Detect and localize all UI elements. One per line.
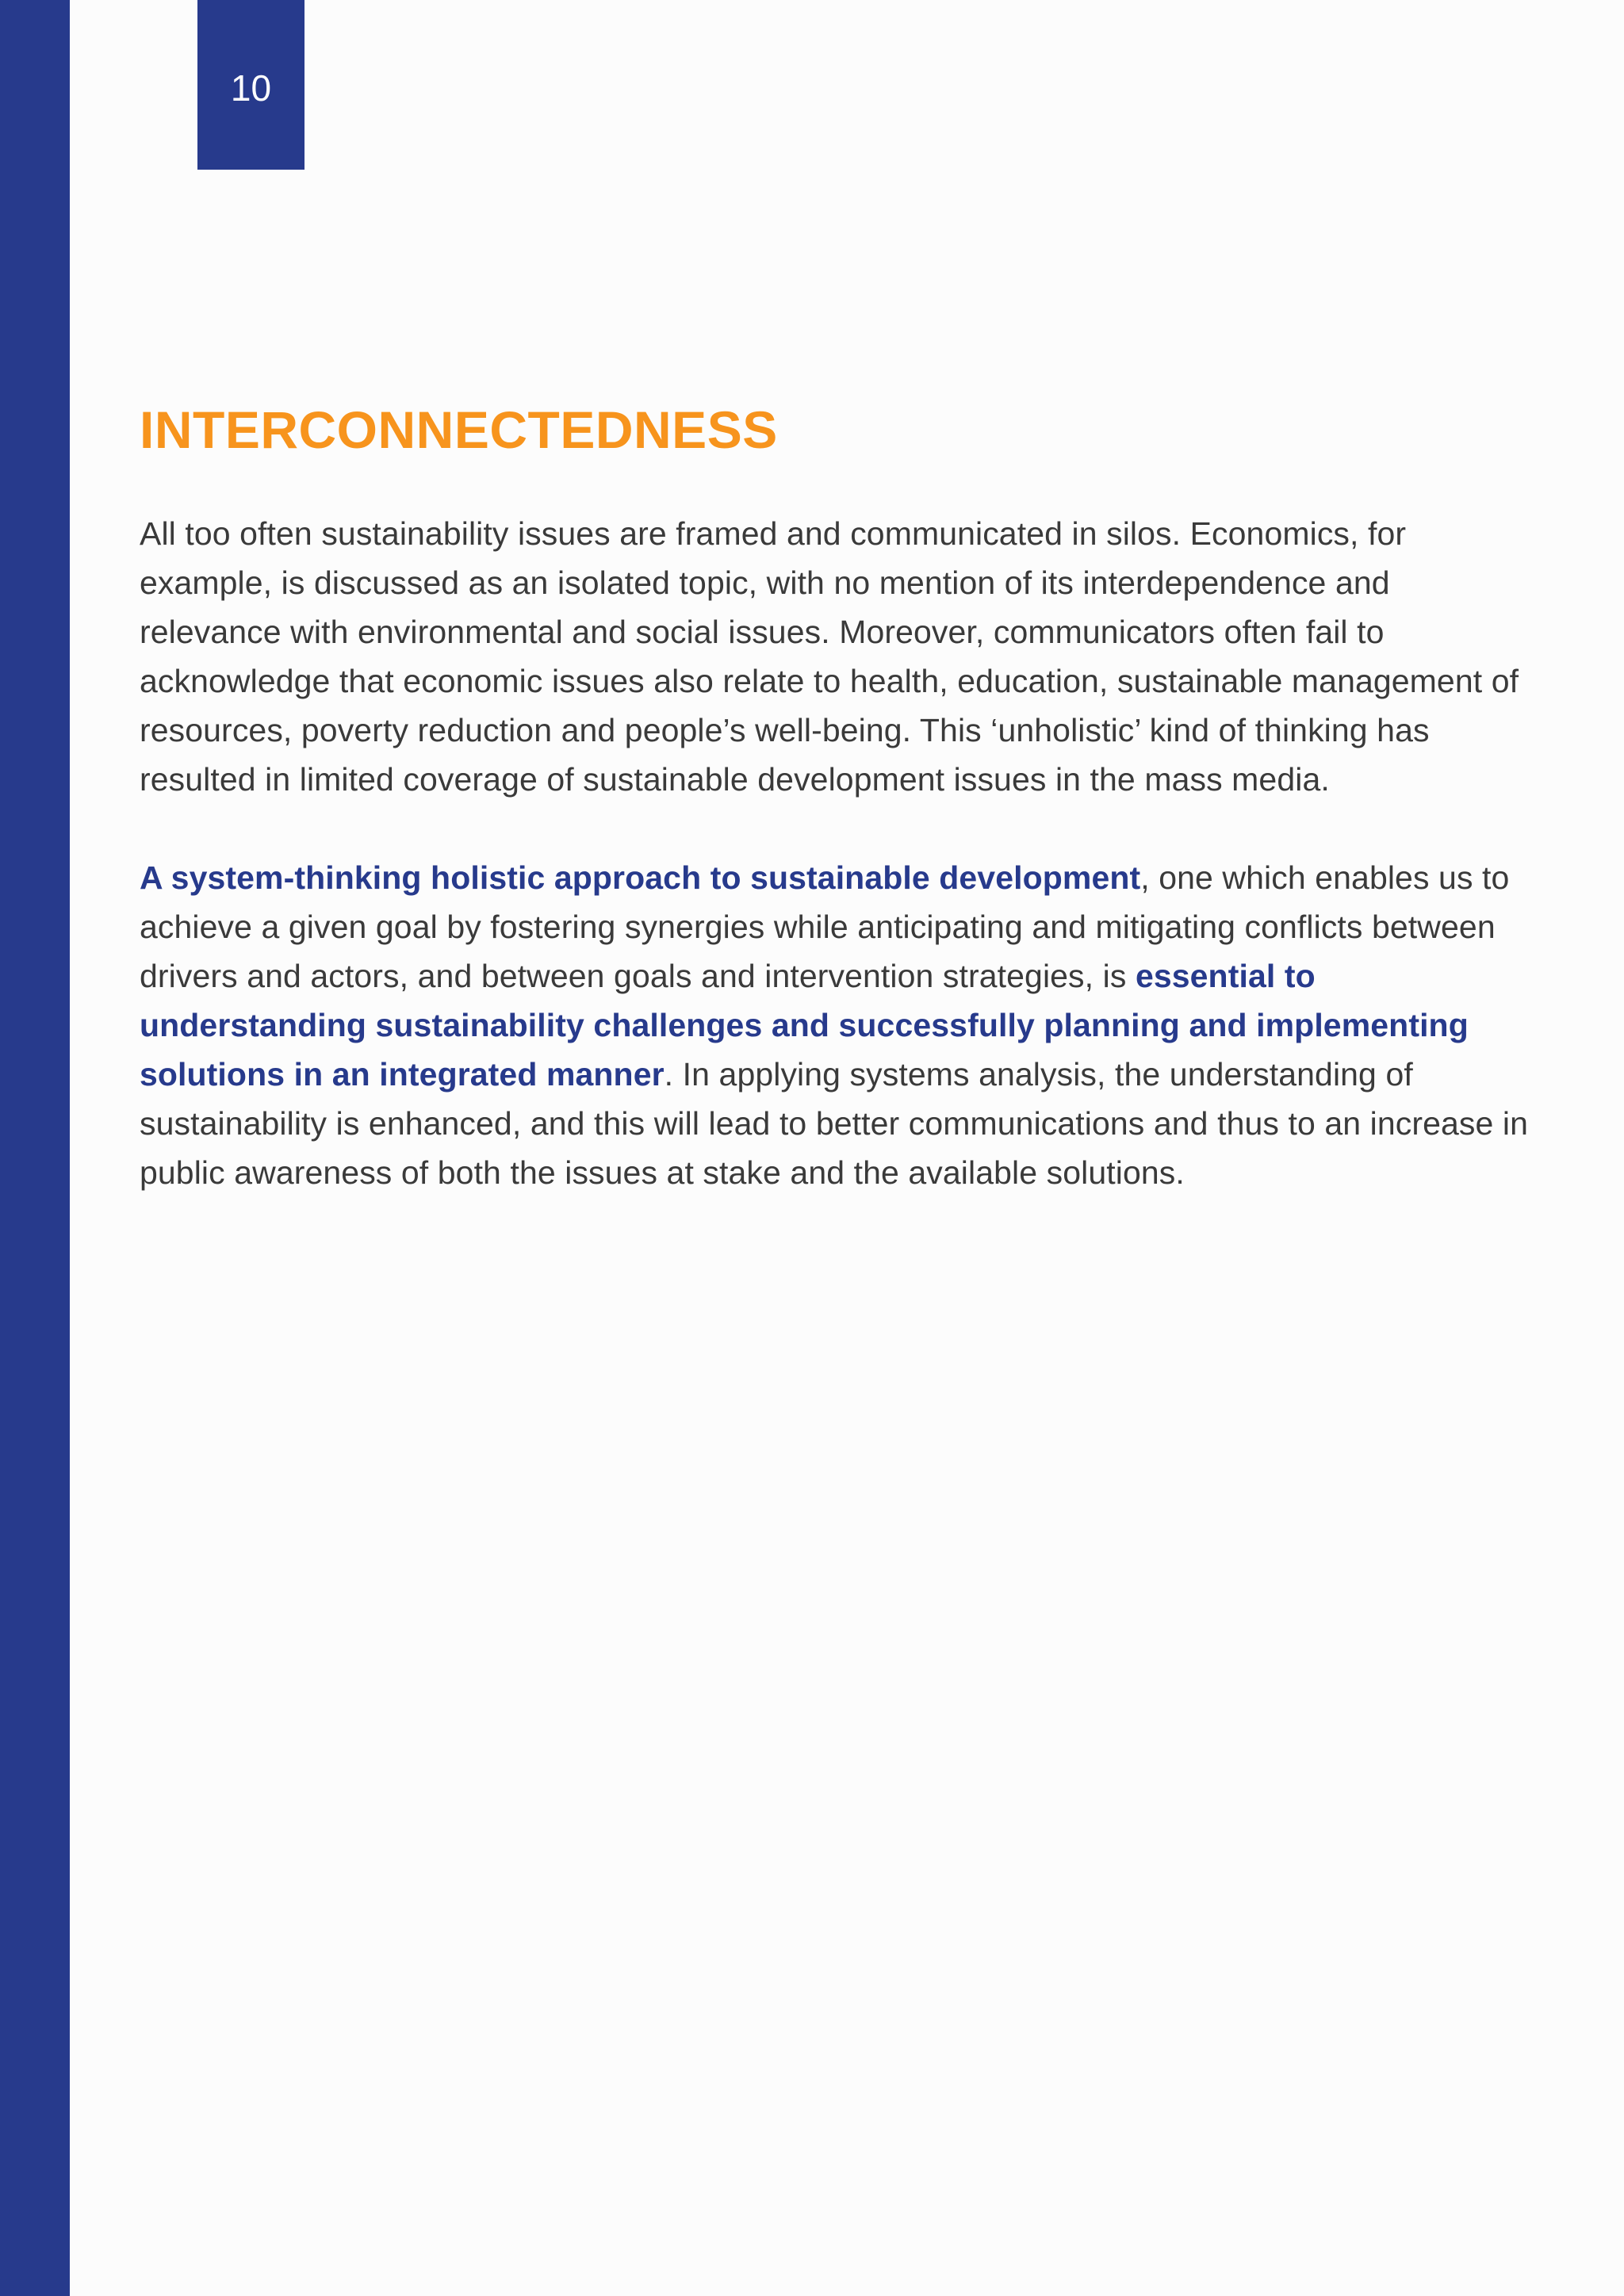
paragraph-1: All too often sustainability issues are framed and communicated in silos. Economics, for example, is discussed as an isolated topic, with no mention of its interdependence and relevance with environmental and social issues. Moreover, communicators often fail to acknowledge that economic issues also relate to health, education, sustainable management of resources, poverty reduction and people’s well-being. This ‘unholistic’ kind of thinking has resulted in limited coverage of sustainable development issues in the mass media. [140, 515, 1519, 798]
page-number-tab [197, 0, 304, 170]
paragraph-2-text-2: . In applying systems analysis, the understanding of sustainability is enhanced, and this will lead to better communications and thus to an increase in public awareness of both the issues at stake and the available solutions. [140, 1056, 1529, 1191]
emphasis-holistic-approach: A system-thinking holistic approach to sustainable development [140, 859, 1141, 896]
main-content [140, 395, 1535, 1197]
emphasis-essential-understanding: essential to understanding sustainability challenges and successfully planning and implementing solutions in an integrated manner [140, 958, 1469, 1093]
section-heading: INTERCONNECTEDNESS [140, 400, 778, 459]
left-accent-bar [0, 0, 70, 2296]
page-number: 10 [230, 67, 272, 109]
paragraph-2 [140, 853, 1535, 1197]
paragraph-2-text-1: , one which enables us to achieve a given goal by fostering synergies while anticipating and mitigating conflicts between drivers and actors, and between goals and intervention strategies, is [140, 859, 1510, 994]
